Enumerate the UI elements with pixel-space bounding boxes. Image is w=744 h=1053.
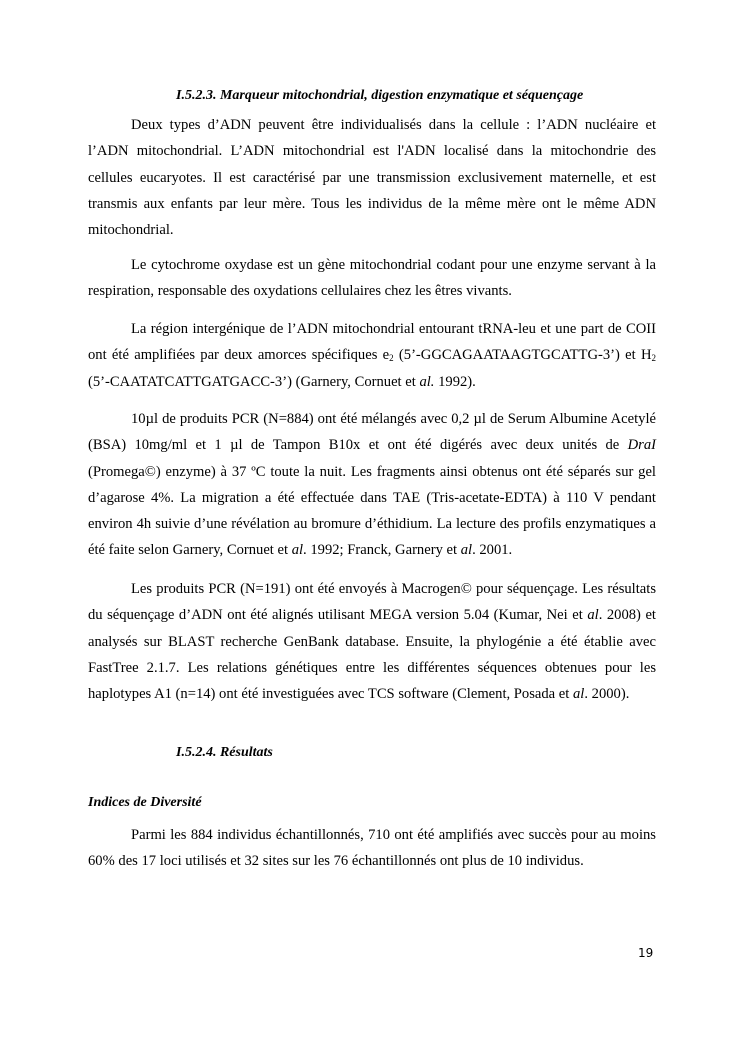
paragraph-sequencing: Les produits PCR (N=191) ont été envoyés à Macrogen© pour séquençage. Les résultats du séquençage d’ADN ont été alignés utilisant MEGA version 5.04 (Kumar, Nei et al. 2008) et analysés sur BLAST recherche GenBank database. Ensuite, la phylogénie a été établie avec FastTree 2.1.7. Les relations génétiques entre les différentes séquences obtenues pour les haplotypes A1 (n=14) ont été investiguées avec TCS software (Clement, Posada et al. 2000). bbox=[88, 581, 656, 703]
paragraph-pcr-digestion: 10µl de produits PCR (N=884) ont été mélangés avec 0,2 µl de Serum Albumine Acetylé (BSA) 10mg/ml et 1 µl de Tampon B10x et ont été digérés avec deux unités de DraI (Promega©) enzyme) à 37 ºC toute la nuit. Les fragments ainsi obtenus ont été séparés sur gel d’agarose 4%. La migration a été effectuée dans TAE (Tris-acetate-EDTA) à 110 V pendant environ 4h suivie d’une révélation au bromure d’éthidium. La lecture des profils enzymatiques a été faite selon Garnery, Cornuet et al. 1992; Franck, Garnery et al. 2001. bbox=[88, 411, 656, 559]
paragraph-results-summary: Parmi les 884 individus échantillonnés, 710 ont été amplifiés avec succès pour au moins 60% des 17 loci utilisés et 32 sites sur les 76 échantillonnés ont plus de 10 individus. bbox=[88, 827, 656, 870]
paragraph-cytochrome: Le cytochrome oxydase est un gène mitochondrial codant pour une enzyme servant à la respiration, responsable des oxydations cellulaires chez les êtres vivants. bbox=[88, 257, 656, 300]
paragraph-adn-types: Deux types d’ADN peuvent être individualisés dans la cellule : l’ADN nucléaire et l’ADN mitochondrial. L’ADN mitochondrial est l'ADN localisé dans la mitochondrie des cellules eucaryotes. Il est caractérisé par une transmission exclusivement maternelle, et est transmis aux enfants par leur mère. Tous les individus de la même mère ont le même ADN mitochondrial. bbox=[88, 117, 656, 239]
subheading-diversity-indices: Indices de Diversité bbox=[88, 795, 202, 810]
section-heading-5-2-3: I.5.2.3. Marqueur mitochondrial, digestion enzymatique et séquençage bbox=[176, 88, 584, 103]
section-heading-5-2-4: I.5.2.4. Résultats bbox=[176, 745, 273, 760]
paragraph-intergenic-region: La région intergénique de l’ADN mitochondrial entourant tRNA-leu et une part de COII ont été amplifiées par deux amorces spécifiques $e_2$ (5’-GGCAGAATAAGTGCATTG-3’) et $H_2$ (5’-CAATATCATTGATGACC-3’) (Garnery, Cornuet et al. 1992). bbox=[88, 321, 656, 390]
page-number: 19 bbox=[638, 946, 654, 960]
